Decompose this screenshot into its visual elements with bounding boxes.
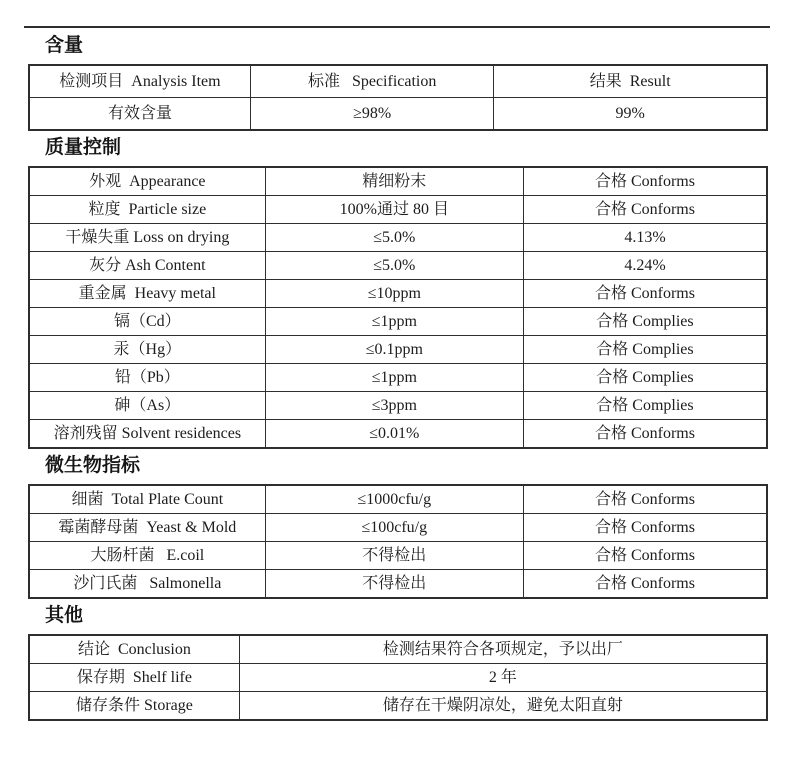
- section-heading-quality-control: 质量控制: [45, 137, 122, 158]
- table-cell: 结果 Result: [494, 65, 767, 98]
- section-heading-content: 含量: [45, 35, 84, 56]
- table-cell: 有效含量: [29, 98, 250, 131]
- table-cell: 4.13%: [523, 224, 767, 252]
- table-cell: 储存在干燥阴凉处，避免太阳直射: [239, 692, 767, 721]
- table-cell: 4.24%: [523, 252, 767, 280]
- table-cell: ≤0.1ppm: [265, 336, 523, 364]
- table-row: [29, 485, 767, 514]
- table-row: [29, 692, 767, 721]
- table-cell: 外观 Appearance: [29, 167, 265, 196]
- table-row: [29, 167, 767, 196]
- table-cell: 合格 Conforms: [523, 542, 767, 570]
- table-cell: 合格 Complies: [523, 364, 767, 392]
- table-row: [29, 635, 767, 664]
- table-cell: ≤1ppm: [265, 364, 523, 392]
- table-cell: ≤10ppm: [265, 280, 523, 308]
- section-heading-other: 其他: [45, 605, 84, 626]
- table-cell: 沙门氏菌 Salmonella: [29, 570, 265, 599]
- table-cell: 重金属 Heavy metal: [29, 280, 265, 308]
- table-cell: 汞（Hg）: [29, 336, 265, 364]
- table-cell: 合格 Conforms: [523, 514, 767, 542]
- table-row: [29, 65, 767, 98]
- table-cell: ≤1000cfu/g: [265, 485, 523, 514]
- table-cell: 粒度 Particle size: [29, 196, 265, 224]
- table-row: [29, 570, 767, 599]
- table-cell: 100%通过 80 目: [265, 196, 523, 224]
- table-cell: 合格 Complies: [523, 336, 767, 364]
- table-cell: 精细粉末: [265, 167, 523, 196]
- table-cell: 铅（Pb）: [29, 364, 265, 392]
- table-row: [29, 392, 767, 420]
- table-cell: 2 年: [239, 664, 767, 692]
- table-cell: 合格 Conforms: [523, 570, 767, 599]
- table-row: [29, 420, 767, 449]
- section-other: [28, 604, 768, 721]
- table-cell: 合格 Conforms: [523, 196, 767, 224]
- table-cell: 结论 Conclusion: [29, 635, 239, 664]
- table-cell: 合格 Conforms: [523, 280, 767, 308]
- table-cell: 合格 Conforms: [523, 420, 767, 449]
- table-row: [29, 364, 767, 392]
- table-cell: 检测结果符合各项规定，予以出厂: [239, 635, 767, 664]
- section-content: [28, 34, 768, 131]
- table-cell: 砷（As）: [29, 392, 265, 420]
- content-analysis-table: [28, 64, 768, 131]
- table-cell: ≤100cfu/g: [265, 514, 523, 542]
- table-row: [29, 196, 767, 224]
- table-row: [29, 98, 767, 131]
- table-row: [29, 252, 767, 280]
- table-row: [29, 336, 767, 364]
- quality-control-table: [28, 166, 768, 449]
- table-cell: ≤5.0%: [265, 252, 523, 280]
- table-cell: 不得检出: [265, 570, 523, 599]
- coa-document: [28, 34, 768, 721]
- table-cell: ≤0.01%: [265, 420, 523, 449]
- table-cell: 干燥失重 Loss on drying: [29, 224, 265, 252]
- table-cell: 溶剂残留 Solvent residences: [29, 420, 265, 449]
- table-cell: ≤5.0%: [265, 224, 523, 252]
- section-heading-microbiological: 微生物指标: [45, 455, 141, 476]
- section-quality-control: [28, 136, 768, 449]
- table-cell: 99%: [494, 98, 767, 131]
- top-divider: [24, 26, 770, 28]
- table-row: [29, 542, 767, 570]
- table-cell: 合格 Conforms: [523, 167, 767, 196]
- table-cell: 储存条件 Storage: [29, 692, 239, 721]
- table-cell: ≤1ppm: [265, 308, 523, 336]
- table-row: [29, 308, 767, 336]
- table-cell: 霉菌酵母菌 Yeast & Mold: [29, 514, 265, 542]
- table-cell: 合格 Conforms: [523, 485, 767, 514]
- table-cell: 镉（Cd）: [29, 308, 265, 336]
- table-cell: 合格 Complies: [523, 308, 767, 336]
- table-cell: 灰分 Ash Content: [29, 252, 265, 280]
- table-row: [29, 280, 767, 308]
- table-cell: ≥98%: [250, 98, 494, 131]
- section-microbiological: [28, 454, 768, 599]
- table-cell: 合格 Complies: [523, 392, 767, 420]
- table-cell: ≤3ppm: [265, 392, 523, 420]
- table-row: [29, 224, 767, 252]
- table-cell: 标准 Specification: [250, 65, 494, 98]
- table-cell: 不得检出: [265, 542, 523, 570]
- table-cell: 细菌 Total Plate Count: [29, 485, 265, 514]
- table-row: [29, 664, 767, 692]
- table-cell: 检测项目 Analysis Item: [29, 65, 250, 98]
- table-cell: 保存期 Shelf life: [29, 664, 239, 692]
- microbiological-table: [28, 484, 768, 599]
- table-row: [29, 514, 767, 542]
- other-info-table: [28, 634, 768, 721]
- table-cell: 大肠杆菌 E.coil: [29, 542, 265, 570]
